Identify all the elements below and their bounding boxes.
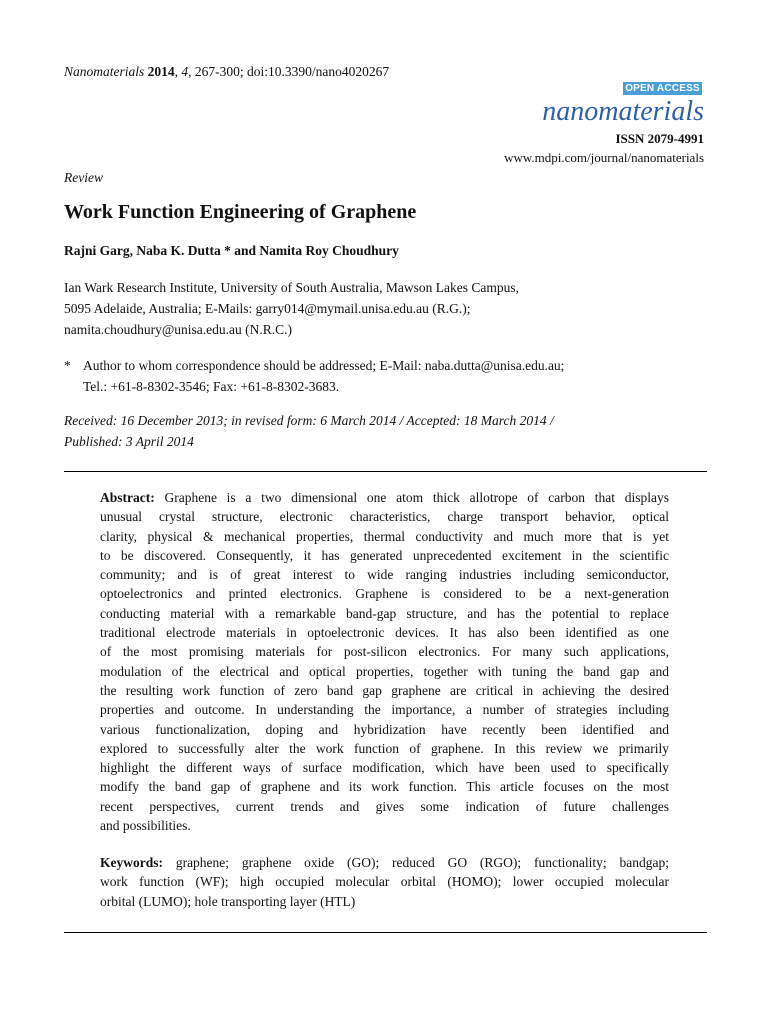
abstract-line: traditional electrode materials in optoelectronic devices. It has also been identified as one — [100, 625, 669, 641]
correspondence-note — [64, 355, 704, 397]
affiliation-block — [64, 277, 704, 340]
abstract-line: explored to successfully alter the work function of graphene. In this review we primarily — [100, 740, 669, 756]
correspondence-line: Tel.: +61-8-8302-3546; Fax: +61-8-8302-3683. — [83, 379, 340, 394]
abstract-line: unusual crystal structure, electronic characteristics, charge transport behavior, optical — [100, 509, 669, 525]
keywords-line — [100, 853, 669, 872]
citation-header — [64, 64, 389, 80]
article-type: Review — [64, 170, 103, 185]
affiliation-line: 5095 Adelaide, Australia; E-Mails: garry014@mymail.unisa.edu.au (R.G.); — [64, 301, 471, 316]
affiliation-line: Ian Wark Research Institute, University of South Australia, Mawson Lakes Campus, — [64, 280, 519, 295]
abstract-line: highlight the different ways of surface modification, which have been used to specifically — [100, 760, 669, 776]
abstract-label: Abstract: — [100, 490, 155, 505]
keywords-line: orbital (LUMO); hole transporting layer (HTL) — [100, 893, 356, 909]
abstract-line: various functionalization, doping and hybridization have recently been identified and — [100, 721, 669, 737]
abstract-line: and possibilities. — [100, 818, 191, 834]
affiliation-line: namita.choudhury@unisa.edu.au (N.R.C.) — [64, 322, 293, 337]
abstract-line: modify the band gap of graphene and its work function. This article focuses on the most — [100, 779, 669, 795]
publication-dates — [64, 410, 704, 452]
abstract-line: conducting material with a remarkable band-gap structure, and has the potential to replace — [100, 605, 669, 621]
open-access-badge: OPEN ACCESS — [623, 82, 702, 95]
correspondence-asterisk: * — [64, 358, 71, 373]
keywords-line: work function (WF); high occupied molecular orbital (HOMO); lower occupied molecular — [100, 874, 669, 890]
journal-name: nanomaterials — [542, 96, 704, 127]
keywords-section — [100, 853, 669, 911]
abstract-line — [100, 488, 669, 507]
abstract-line: optoelectronics and printed electronics. Graphene is considered to be a next-generation — [100, 586, 669, 602]
top-divider — [64, 471, 707, 472]
bottom-divider — [64, 932, 707, 933]
abstract-line: the resulting work function of zero band gap graphene are critical in achieving the desired — [100, 682, 669, 698]
abstract-line: to be discovered. Consequently, it has generated unprecedented excitement in the scientific — [100, 547, 669, 563]
article-title: Work Function Engineering of Graphene — [64, 201, 417, 223]
journal-issn: ISSN 2079-4991 — [615, 131, 704, 146]
keywords-text: graphene; graphene oxide (GO); reduced GO (RGO); functionality; bandgap; — [163, 855, 669, 870]
citation-pages-doi: , 267-300; doi:10.3390/nano4020267 — [188, 64, 390, 79]
citation-volume: 4 — [181, 64, 189, 79]
dates-line: Received: 16 December 2013; in revised form: 6 March 2014 / Accepted: 18 March 2014 / — [64, 413, 554, 428]
abstract-line: clarity, physical & mechanical properties, thermal conductivity and much more that is yet — [100, 528, 669, 544]
abstract-section — [100, 488, 669, 835]
citation-journal: Nanomaterials — [64, 64, 145, 79]
abstract-line: modulation of the electrical and optical properties, together with tuning the band gap and — [100, 663, 669, 679]
citation-separator: , — [174, 64, 182, 79]
author-list: Rajni Garg, Naba K. Dutta * and Namita Roy Choudhury — [64, 243, 399, 258]
dates-line: Published: 3 April 2014 — [64, 434, 194, 449]
journal-url: www.mdpi.com/journal/nanomaterials — [504, 150, 704, 165]
abstract-line: recent perspectives, current trends and gives some indication of future challenges — [100, 798, 669, 814]
abstract-line: community; and is of great interest to wide ranging industries including semiconductor, — [100, 567, 669, 583]
abstract-line: of the most promising materials for post-silicon electronics. For many such applications, — [100, 644, 669, 660]
citation-year: 2014 — [147, 64, 175, 79]
keywords-label: Keywords: — [100, 855, 163, 870]
correspondence-line: Author to whom correspondence should be addressed; E-Mail: naba.dutta@unisa.edu.au; — [83, 358, 565, 373]
abstract-text: Graphene is a two dimensional one atom thick allotrope of carbon that displays — [154, 490, 669, 505]
abstract-line: properties and outcome. In understanding the importance, a number of strategies including — [100, 702, 669, 718]
